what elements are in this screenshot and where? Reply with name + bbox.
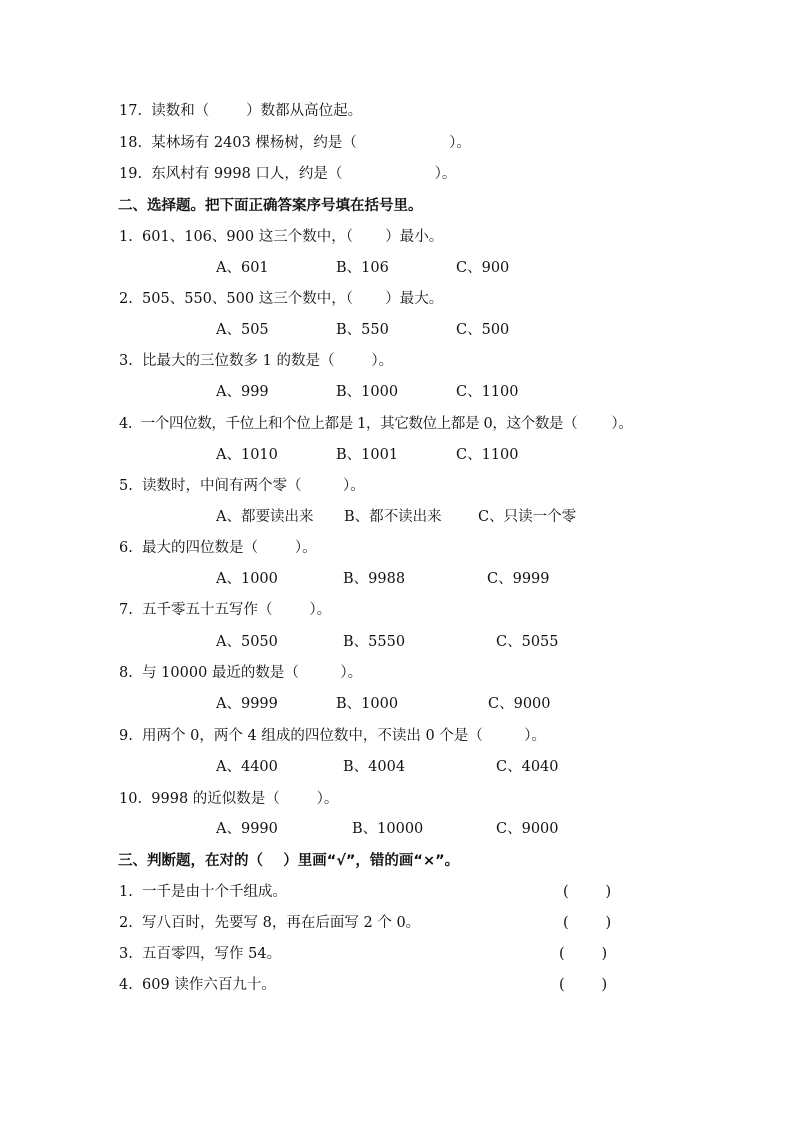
choice-2-option-c: C、500 [456, 322, 510, 338]
choice-question-7: 7. 五千零五十五写作（ ）。 [119, 602, 332, 618]
choice-2-option-b: B、550 [336, 322, 389, 338]
choice-6-option-b: B、9988 [343, 571, 406, 587]
fill-question-18: 18. 某林场有 2403 棵杨树，约是（ ）。 [119, 135, 471, 151]
judge-4-answer-blank: ( ) [559, 977, 608, 993]
choice-question-4: 4. 一个四位数，千位上和个位上都是 1，其它数位上都是 0，这个数是（ ）。 [119, 416, 633, 432]
choice-4-option-b: B、1001 [336, 447, 399, 463]
judge-1-answer-blank: ( ) [563, 884, 612, 900]
choice-5-option-a: A、都要读出来 [216, 509, 314, 525]
choice-6-option-c: C、9999 [487, 571, 550, 587]
choice-7-option-c: C、5055 [496, 634, 559, 650]
fill-question-17: 17. 读数和（ ）数都从高位起。 [119, 103, 363, 119]
choice-10-option-c: C、9000 [496, 821, 559, 837]
choice-5-option-b: B、都不读出来 [344, 509, 442, 525]
choice-10-option-b: B、10000 [352, 821, 424, 837]
choice-3-option-c: C、1100 [456, 384, 519, 400]
choice-7-option-b: B、5550 [343, 634, 406, 650]
choice-1-option-c: C、900 [456, 260, 510, 276]
choice-8-option-c: C、9000 [488, 696, 551, 712]
judge-2-answer-blank: ( ) [563, 915, 612, 931]
choice-9-option-a: A、4400 [216, 759, 278, 775]
choice-8-option-a: A、9999 [216, 696, 278, 712]
choice-question-10: 10. 9998 的近似数是（ ）。 [119, 791, 339, 807]
choice-2-option-a: A、505 [216, 322, 269, 338]
choice-question-1: 1. 601、106、900 这三个数中，（ ）最小。 [119, 229, 444, 245]
choice-question-6: 6. 最大的四位数是（ ）。 [119, 540, 317, 556]
choice-8-option-b: B、1000 [336, 696, 399, 712]
choice-question-2: 2. 505、550、500 这三个数中，（ ）最大。 [119, 291, 444, 307]
choice-question-9: 9. 用两个 0，两个 4 组成的四位数中，不读出 0 个是（ ）。 [119, 728, 547, 744]
choice-9-option-b: B、4004 [343, 759, 406, 775]
choice-question-5: 5. 读数时，中间有两个零（ ）。 [119, 478, 365, 494]
judge-question-3: 3. 五百零四，写作 54。 [119, 946, 282, 962]
choice-1-option-a: A、601 [216, 260, 269, 276]
choice-4-option-c: C、1100 [456, 447, 519, 463]
choice-7-option-a: A、5050 [216, 634, 278, 650]
choice-3-option-a: A、999 [216, 384, 269, 400]
judge-question-1: 1. 一千是由十个千组成。 [119, 884, 288, 900]
section-3-title: 三、判断题，在对的（ ）里画“√”，错的画“×”。 [118, 853, 460, 869]
choice-question-8: 8. 与 10000 最近的数是（ ）。 [119, 665, 363, 681]
judge-question-2: 2. 写八百时，先要写 8，再在后面写 2 个 0。 [119, 915, 421, 931]
choice-4-option-a: A、1010 [216, 447, 278, 463]
choice-3-option-b: B、1000 [336, 384, 399, 400]
choice-question-3: 3. 比最大的三位数多 1 的数是（ ）。 [119, 353, 394, 369]
choice-9-option-c: C、4040 [496, 759, 559, 775]
judge-question-4: 4. 609 读作六百九十。 [119, 977, 276, 993]
fill-question-19: 19. 东风村有 9998 口人，约是（ ）。 [119, 166, 457, 182]
choice-10-option-a: A、9990 [216, 821, 278, 837]
judge-3-answer-blank: ( ) [559, 946, 608, 962]
choice-1-option-b: B、106 [336, 260, 389, 276]
choice-5-option-c: C、只读一个零 [478, 509, 577, 525]
choice-6-option-a: A、1000 [216, 571, 278, 587]
section-2-title: 二、选择题。把下面正确答案序号填在括号里。 [118, 198, 423, 214]
